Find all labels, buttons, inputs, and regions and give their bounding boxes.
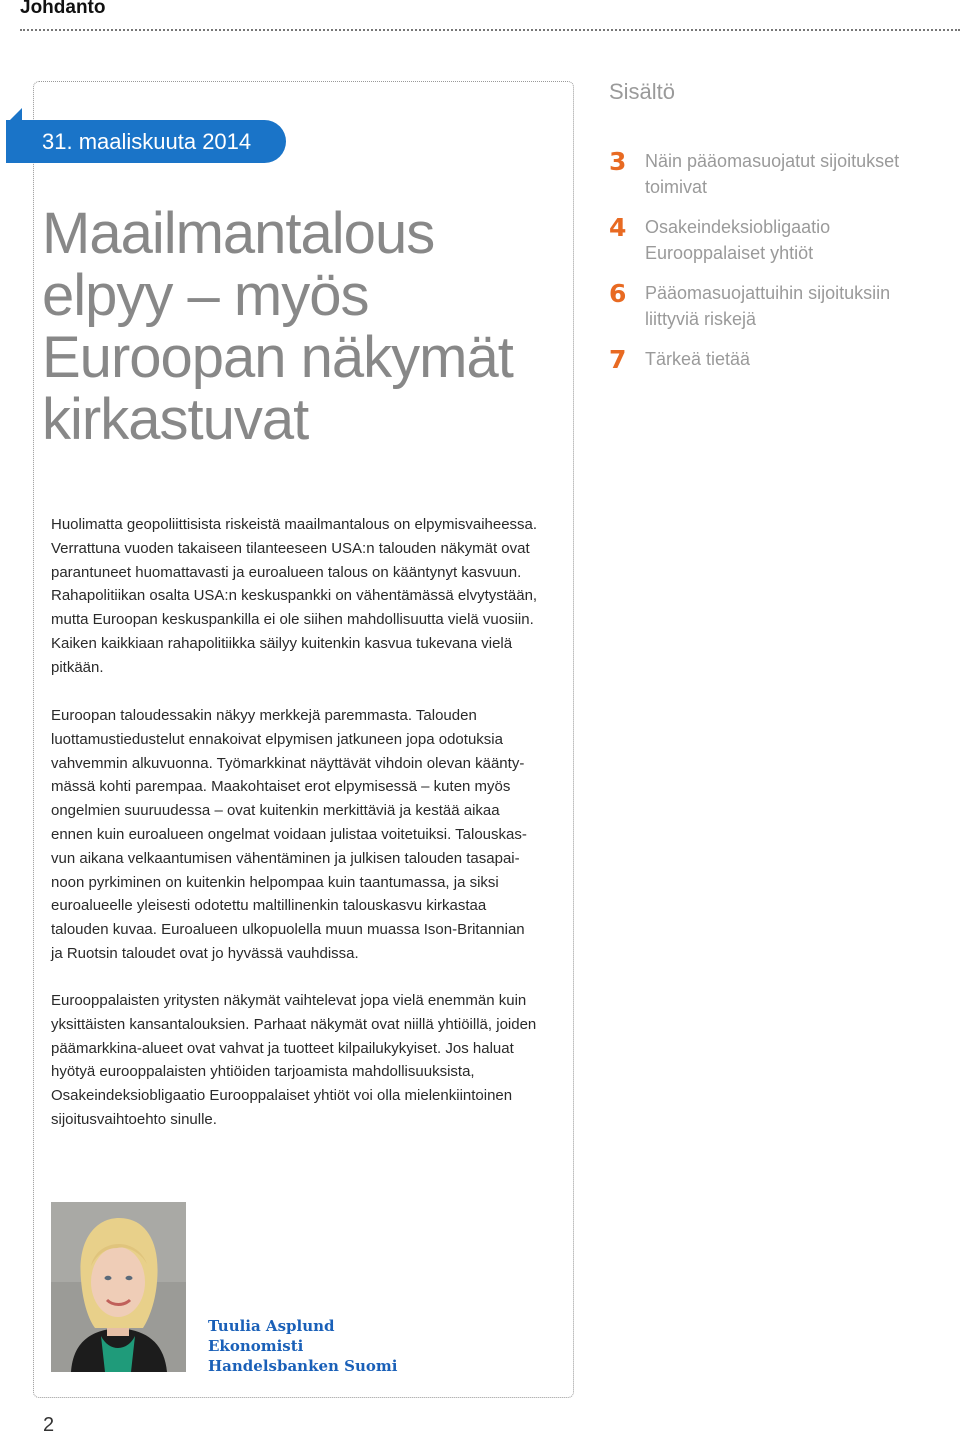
text-line: Osakeindeksiobligaatio [645,217,831,237]
paragraph-3 [51,989,551,1132]
text-line: mutta Euroopan keskuspankilla ei ole siihen mahdollisuutta vielä vuosiin. [51,611,534,629]
text-line: vahvemmin alkuvuonna. Työmarkkinat näyttävät vihdoin olevan käänty- [51,754,525,772]
text-line: Huolimatta geopoliittisista riskeistä maailmantalous on elpymisvaiheessa. [51,516,538,533]
section-title: Johdanto [20,0,106,18]
headline-line: Euroopan näkymät [42,325,513,390]
headline [42,203,562,451]
text-line: Pääomasuojattuihin sijoituksiin [645,283,891,303]
text-line: mässä kohti parempaa. Maakohtaiset erot elpymisessä – kuten myös [51,778,511,796]
toc-item-text [645,346,939,372]
text-line: vun aikana velkaantumisen vähentäminen ja julkisen talouden tasapai- [51,849,520,867]
paragraph-2 [51,704,551,966]
header-divider [20,29,960,31]
headline-line: elpyy – myös [42,263,369,328]
text-line: Eurooppalaiset yhtiöt [645,243,814,263]
text-line: parantuneet huomattavasti ja euroalueen talous on kääntynyt kasvuun. [51,563,522,581]
text-line: päämarkkina-alueet ovat vahvat ja tuotteet kilpailukykyiset. Jos haluat [51,1039,514,1057]
toc-item[interactable] [609,148,939,200]
author-signature [208,1316,397,1376]
text-line: euroalueelle yleisesti odotettu maltillinenkin talouskasvu kirkastaa [51,897,487,915]
text-line: Rahapolitiikan osalta USA:n keskuspankki on vähentämässä elvytystään, [51,587,538,605]
author-name: Tuulia Asplund [208,1317,335,1335]
author-photo [51,1202,186,1372]
author-portrait-image [51,1202,186,1372]
author-title: Ekonomisti [208,1337,304,1355]
text-line: ja Ruotsin taloudet ovat jo hyvässä vauhdissa. [51,944,359,962]
text-line: pitkään. [51,658,104,676]
toc-item-text [645,214,939,266]
toc-page-number: 7 [609,345,627,374]
text-line: liittyviä riskejä [645,309,757,329]
toc-title: Sisältö [609,79,676,104]
toc-item-text [645,280,939,332]
date-tab: 31. maaliskuuta 2014 [6,120,286,163]
toc-list [609,148,939,372]
author-company: Handelsbanken Suomi [208,1357,398,1375]
toc-page-number: 6 [609,279,627,308]
text-line: hyötyä eurooppalaisten yhtiöiden tarjoamista mahdollisuuksista, [51,1063,475,1081]
text-line: sijoitusvaihtoehto sinulle. [51,1110,217,1128]
text-line: talouden kuvaa. Euroalueen ulkopuolella muun muassa Ison-Britannian [51,921,525,939]
toc-item[interactable] [609,280,939,332]
page-number: 2 [43,1414,55,1436]
text-line: toimivat [645,177,708,197]
toc-item[interactable] [609,346,939,372]
text-line: Verrattuna vuoden takaiseen tilanteeseen USA:n talouden näkymät ovat [51,539,530,557]
text-line: Tärkeä tietää [645,349,751,369]
paragraph-1 [51,513,551,680]
text-line: Näin pääomasuojatut sijoitukset [645,151,900,171]
headline-line: Maailmantalous [42,201,435,266]
text-line: noon pyrkiminen on kuitenkin helpompaa kuin taantumassa, ja siksi [51,873,499,891]
toc-page-number: 4 [609,213,627,242]
text-line: Osakeindeksiobligaatio Eurooppalaiset yhtiöt voi olla mielenkiintoinen [51,1087,513,1105]
text-line: yksittäisten kansantalouksien. Parhaat näkymät ovat niillä yhtiöillä, joiden [51,1015,537,1033]
text-line: Euroopan taloudessakin näkyy merkkejä paremmasta. Talouden [51,707,477,724]
toc-item-text [645,148,939,200]
toc-item[interactable] [609,214,939,266]
text-line: luottamustiedustelut ennakoivat elpymisen jatkuneen jopa odotuksia [51,730,503,748]
text-line: ennen kuin euroalueen ongelmat voidaan julistaa voitetuiksi. Talouskas- [51,825,527,843]
text-line: Kaiken kaikkiaan rahapolitiikka säilyy kuitenkin kasvua tukevana vielä [51,634,513,652]
text-line: ongelmien suuruudessa – ovat kuitenkin merkittäviä ja kestää aikaa [51,802,500,820]
toc-page-number: 3 [609,147,627,176]
text-line: Eurooppalaisten yritysten näkymät vaihtelevat jopa vielä enemmän kuin [51,992,527,1009]
headline-line: kirkastuvat [42,387,309,452]
